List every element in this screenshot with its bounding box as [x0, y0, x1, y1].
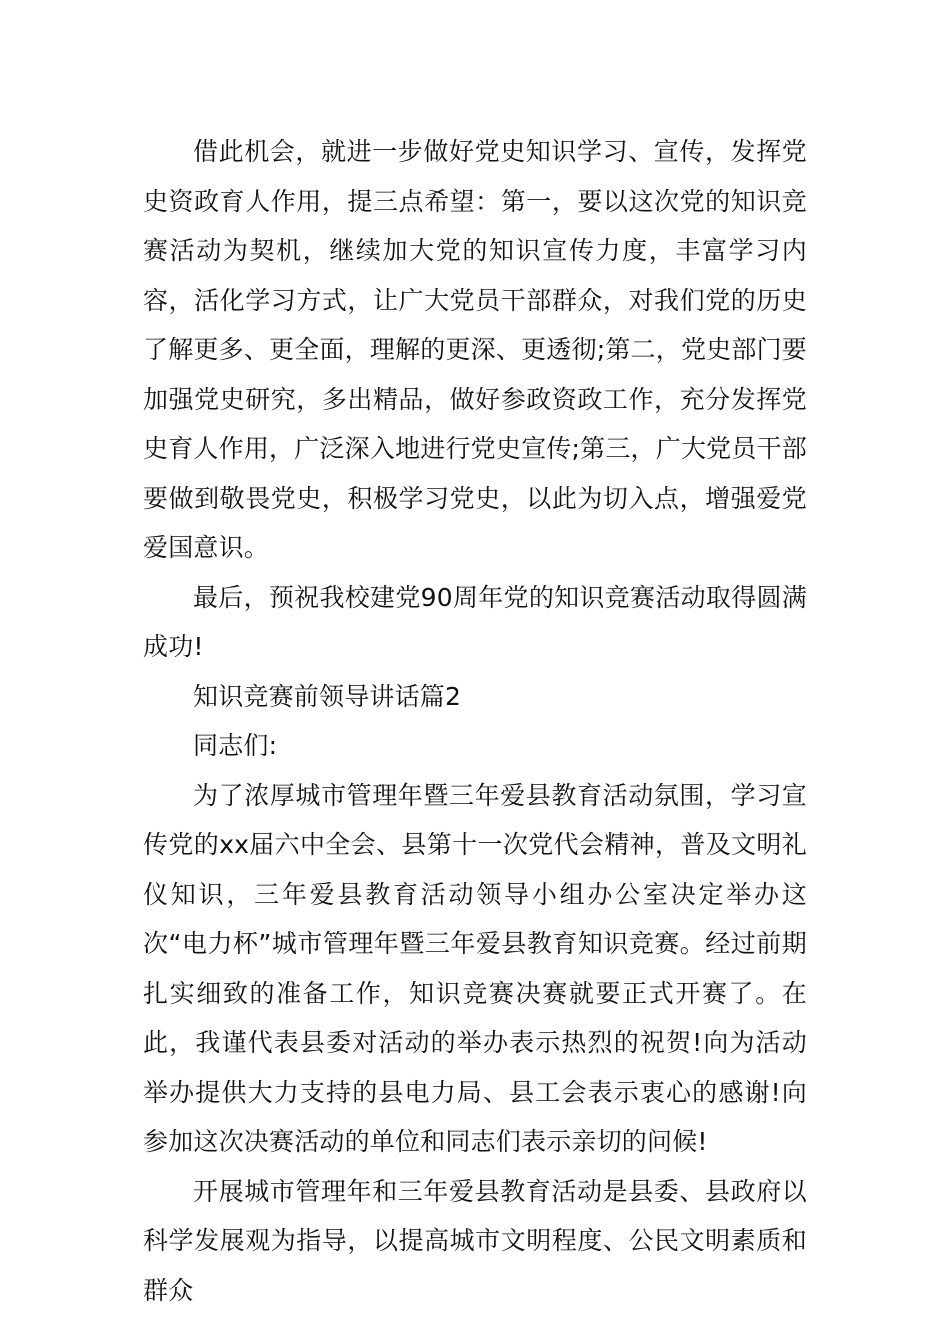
paragraph-activity-purpose: 开展城市管理年和三年爱县教育活动是县委、县政府以科学发展观为指导，以提高城市文明程度、公民文明素质和群众	[143, 1176, 807, 1305]
paragraph-party-history-hopes: 借此机会，就进一步做好党史知识学习、宣传，发挥党史资政育人作用，提三点希望：第一，要以这次党的知识竞赛活动为契机，继续加大党的知识宣传力度，丰富学习内容，活化学习方式，让广大党员干部群众，对我们党的历史了解更多、更全面，理解的更深、更透彻;第二，党史部门要加强党史研究，多出精品，做好参政资政工作，充分发挥党史育人作用，广泛深入地进行党史宣传;第三，广大党员干部要做到敬畏党史，积极学习党史，以此为切入点，增强爱党爱国意识。	[143, 137, 807, 562]
document-body	[143, 127, 807, 1315]
section-heading: 知识竞赛前领导讲话篇2	[193, 681, 462, 711]
paragraph-competition-intro: 为了浓厚城市管理年暨三年爱县教育活动氛围，学习宣传党的xx届六中全会、县第十一次党代会精神，普及文明礼仪知识，三年爱县教育活动领导小组办公室决定举办这次“电力杯”城市管理年暨三年爱县教育知识竞赛。经过前期扎实细致的准备工作，知识竞赛决赛就要正式开赛了。在此，我谨代表县委对活动的举办表示热烈的祝贺!向为活动举办提供大力支持的县电力局、县工会表示衷心的感谢!向参加这次决赛活动的单位和同志们表示亲切的问候!	[143, 780, 807, 1156]
salutation: 同志们:	[193, 731, 278, 760]
paragraph-closing-wish: 最后，预祝我校建党90周年党的知识竞赛活动取得圆满成功!	[143, 582, 807, 661]
